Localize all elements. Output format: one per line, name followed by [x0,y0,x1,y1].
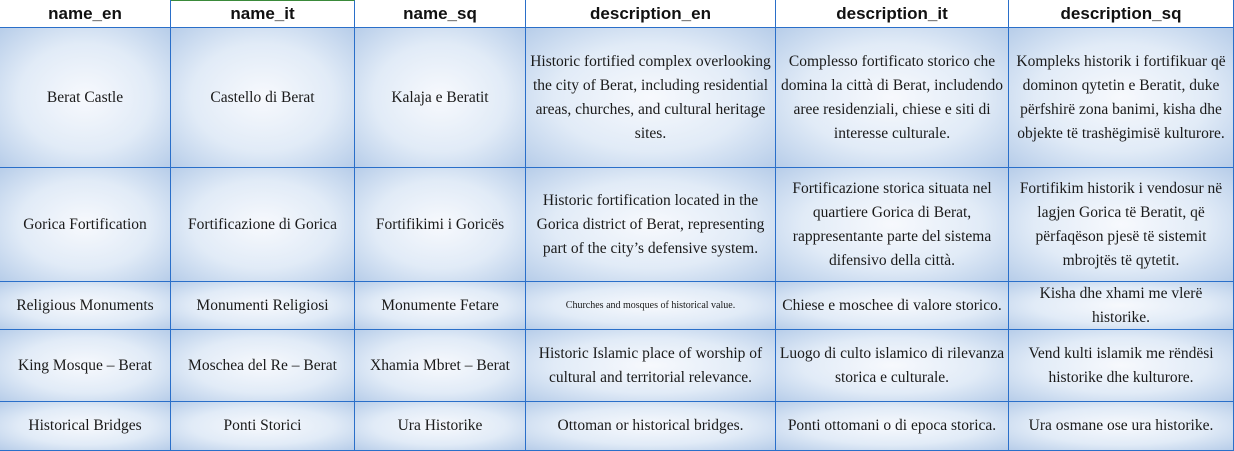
header-cell-name-en[interactable]: name_en [0,0,171,28]
table-cell[interactable]: Chiese e moschee di valore storico. [776,282,1009,330]
table-cell[interactable]: Ura Historike [355,402,526,451]
table-cell[interactable]: Fortificazione storica situata nel quartiere Gorica di Berat, rappresentante parte del sistema difensivo della città. [776,168,1009,282]
table-cell[interactable]: Castello di Berat [171,28,355,168]
table-cell[interactable]: Fortificazione di Gorica [171,168,355,282]
table-cell[interactable]: Monumenti Religiosi [171,282,355,330]
table-cell[interactable]: Historical Bridges [0,402,171,451]
table-cell[interactable]: Luogo di culto islamico di rilevanza storica e culturale. [776,330,1009,402]
table-cell[interactable]: Complesso fortificato storico che domina la città di Berat, includendo aree residenziali, chiese e siti di interesse culturale. [776,28,1009,168]
header-cell-name-it[interactable]: name_it [171,0,355,28]
header-cell-description-it[interactable]: description_it [776,0,1009,28]
table-cell[interactable]: Historic Islamic place of worship of cultural and territorial relevance. [526,330,776,402]
header-cell-name-sq[interactable]: name_sq [355,0,526,28]
table-cell[interactable]: Gorica Fortification [0,168,171,282]
table-cell[interactable]: King Mosque – Berat [0,330,171,402]
table-cell[interactable]: Churches and mosques of historical value. [526,282,776,330]
table-cell[interactable]: Monumente Fetare [355,282,526,330]
table-cell[interactable]: Religious Monuments [0,282,171,330]
table-cell[interactable]: Fortifikimi i Goricës [355,168,526,282]
table-cell[interactable]: Historic fortified complex overlooking the city of Berat, including residential areas, churches, and cultural heritage sites. [526,28,776,168]
table-cell[interactable]: Berat Castle [0,28,171,168]
table-cell[interactable]: Ponti Storici [171,402,355,451]
table-cell[interactable]: Kisha dhe xhami me vlerë historike. [1009,282,1234,330]
table-cell[interactable]: Xhamia Mbret – Berat [355,330,526,402]
table-cell[interactable]: Kompleks historik i fortifikuar që dominon qytetin e Beratit, duke përfshirë zona banimi, kisha dhe objekte të trashëgimisë kulturore. [1009,28,1234,168]
table-cell[interactable]: Vend kulti islamik me rëndësi historike dhe kulturore. [1009,330,1234,402]
table-cell[interactable]: Historic fortification located in the Gorica district of Berat, representing part of the city’s defensive system. [526,168,776,282]
table-cell[interactable]: Moschea del Re – Berat [171,330,355,402]
header-cell-description-en[interactable]: description_en [526,0,776,28]
table-cell[interactable]: Kalaja e Beratit [355,28,526,168]
table-cell[interactable]: Ponti ottomani o di epoca storica. [776,402,1009,451]
header-cell-description-sq[interactable]: description_sq [1009,0,1234,28]
table-cell[interactable]: Fortifikim historik i vendosur në lagjen Gorica të Beratit, që përfaqëson pjesë të sistemit mbrojtës të qytetit. [1009,168,1234,282]
table-cell[interactable]: Ottoman or historical bridges. [526,402,776,451]
table-cell[interactable]: Ura osmane ose ura historike. [1009,402,1234,451]
